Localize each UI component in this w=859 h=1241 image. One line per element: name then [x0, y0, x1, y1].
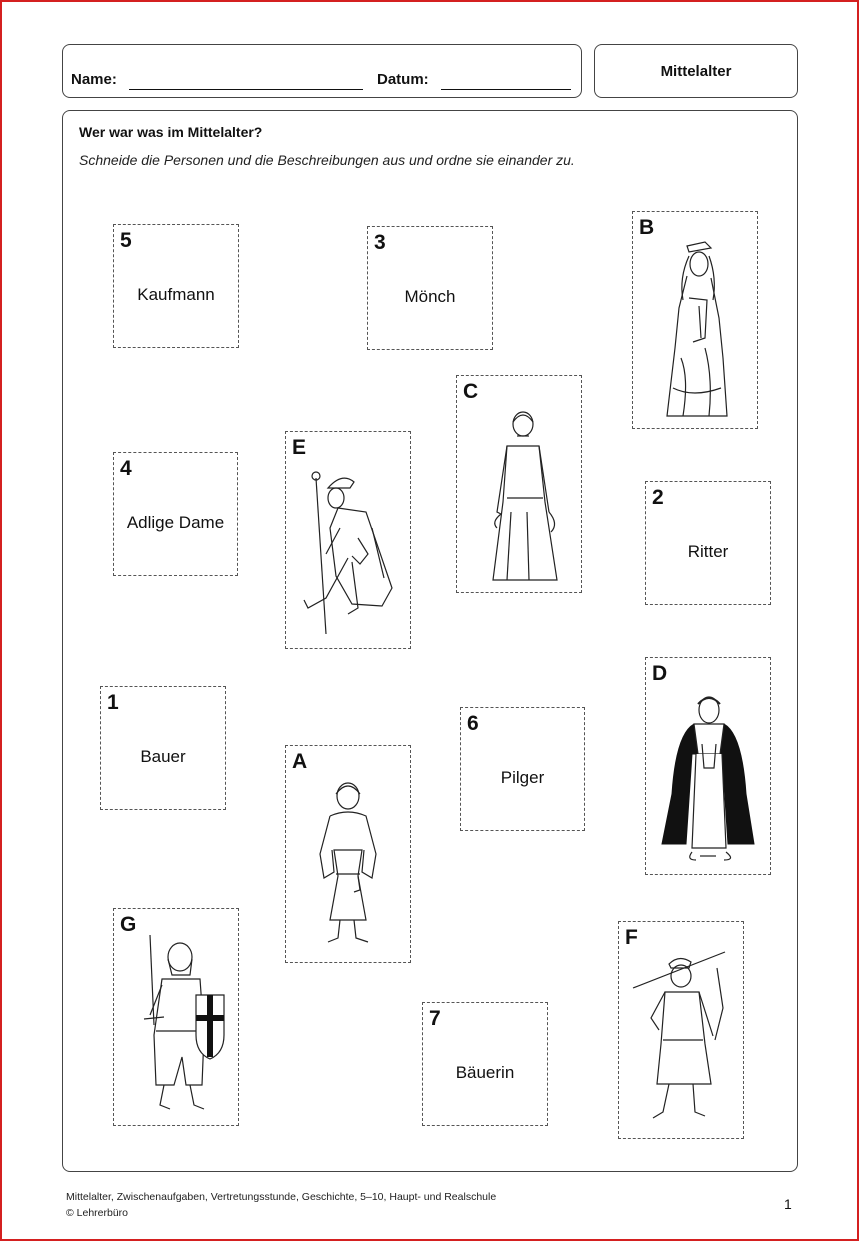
word-card-moench[interactable]: [367, 226, 493, 350]
name-date-box: [62, 44, 582, 98]
card-letter: D: [652, 662, 668, 685]
card-letter: C: [463, 380, 479, 403]
picture-card-a[interactable]: [285, 745, 411, 963]
topic-box: [594, 44, 798, 98]
footer-source: Mittelalter, Zwischenaufgaben, Vertretungsstunde, Geschichte, 5–10, Haupt- und Realschule: [66, 1191, 497, 1203]
card-letter: B: [639, 216, 655, 239]
knight-figure: [124, 935, 228, 1119]
card-label: Adlige Dame: [126, 513, 225, 532]
card-label: Pilger: [500, 768, 545, 787]
picture-card-d[interactable]: [645, 657, 771, 875]
card-number: 3: [374, 231, 386, 254]
card-letter: F: [625, 926, 638, 949]
picture-card-c[interactable]: [456, 375, 582, 593]
card-letter: G: [120, 913, 137, 936]
name-field[interactable]: [129, 89, 363, 90]
task-instruction: Schneide die Personen und die Beschreibungen aus und ordne sie einander zu.: [79, 152, 575, 168]
page-number: 1: [784, 1196, 792, 1212]
card-number: 6: [467, 712, 479, 735]
merchant-figure: [296, 772, 400, 956]
card-label: Bauer: [140, 747, 186, 766]
peasant-woman-figure: [467, 402, 571, 586]
pilgrim-figure: [296, 458, 400, 642]
peasant-figure: [629, 948, 733, 1132]
card-number: 1: [107, 691, 119, 714]
card-label: Mönch: [404, 287, 456, 306]
card-label: Bäuerin: [455, 1063, 515, 1082]
word-card-bauer[interactable]: [100, 686, 226, 810]
topic-title: Mittelalter: [660, 63, 732, 80]
word-card-baeuerin[interactable]: [422, 1002, 548, 1126]
date-field[interactable]: [441, 89, 571, 90]
monk-figure: [656, 684, 760, 868]
picture-card-b[interactable]: [632, 211, 758, 429]
card-number: 7: [429, 1007, 441, 1030]
picture-card-f[interactable]: [618, 921, 744, 1139]
footer-copyright: © Lehrerbüro: [66, 1207, 129, 1219]
name-label: Name:: [71, 71, 117, 88]
word-card-kaufmann[interactable]: [113, 224, 239, 348]
card-number: 5: [120, 229, 132, 252]
picture-card-g[interactable]: [113, 908, 239, 1126]
card-letter: A: [292, 750, 308, 773]
word-card-adlige-dame[interactable]: [113, 452, 238, 576]
card-number: 2: [652, 486, 664, 509]
picture-card-e[interactable]: [285, 431, 411, 649]
card-letter: E: [292, 436, 307, 459]
card-label: Ritter: [687, 542, 729, 561]
word-card-pilger[interactable]: [460, 707, 585, 831]
date-label: Datum:: [377, 71, 429, 88]
task-title: Wer war was im Mittelalter?: [79, 124, 263, 140]
card-label: Kaufmann: [137, 285, 215, 304]
noble-lady-figure: [643, 238, 747, 422]
word-card-ritter[interactable]: [645, 481, 771, 605]
card-number: 4: [120, 457, 132, 480]
